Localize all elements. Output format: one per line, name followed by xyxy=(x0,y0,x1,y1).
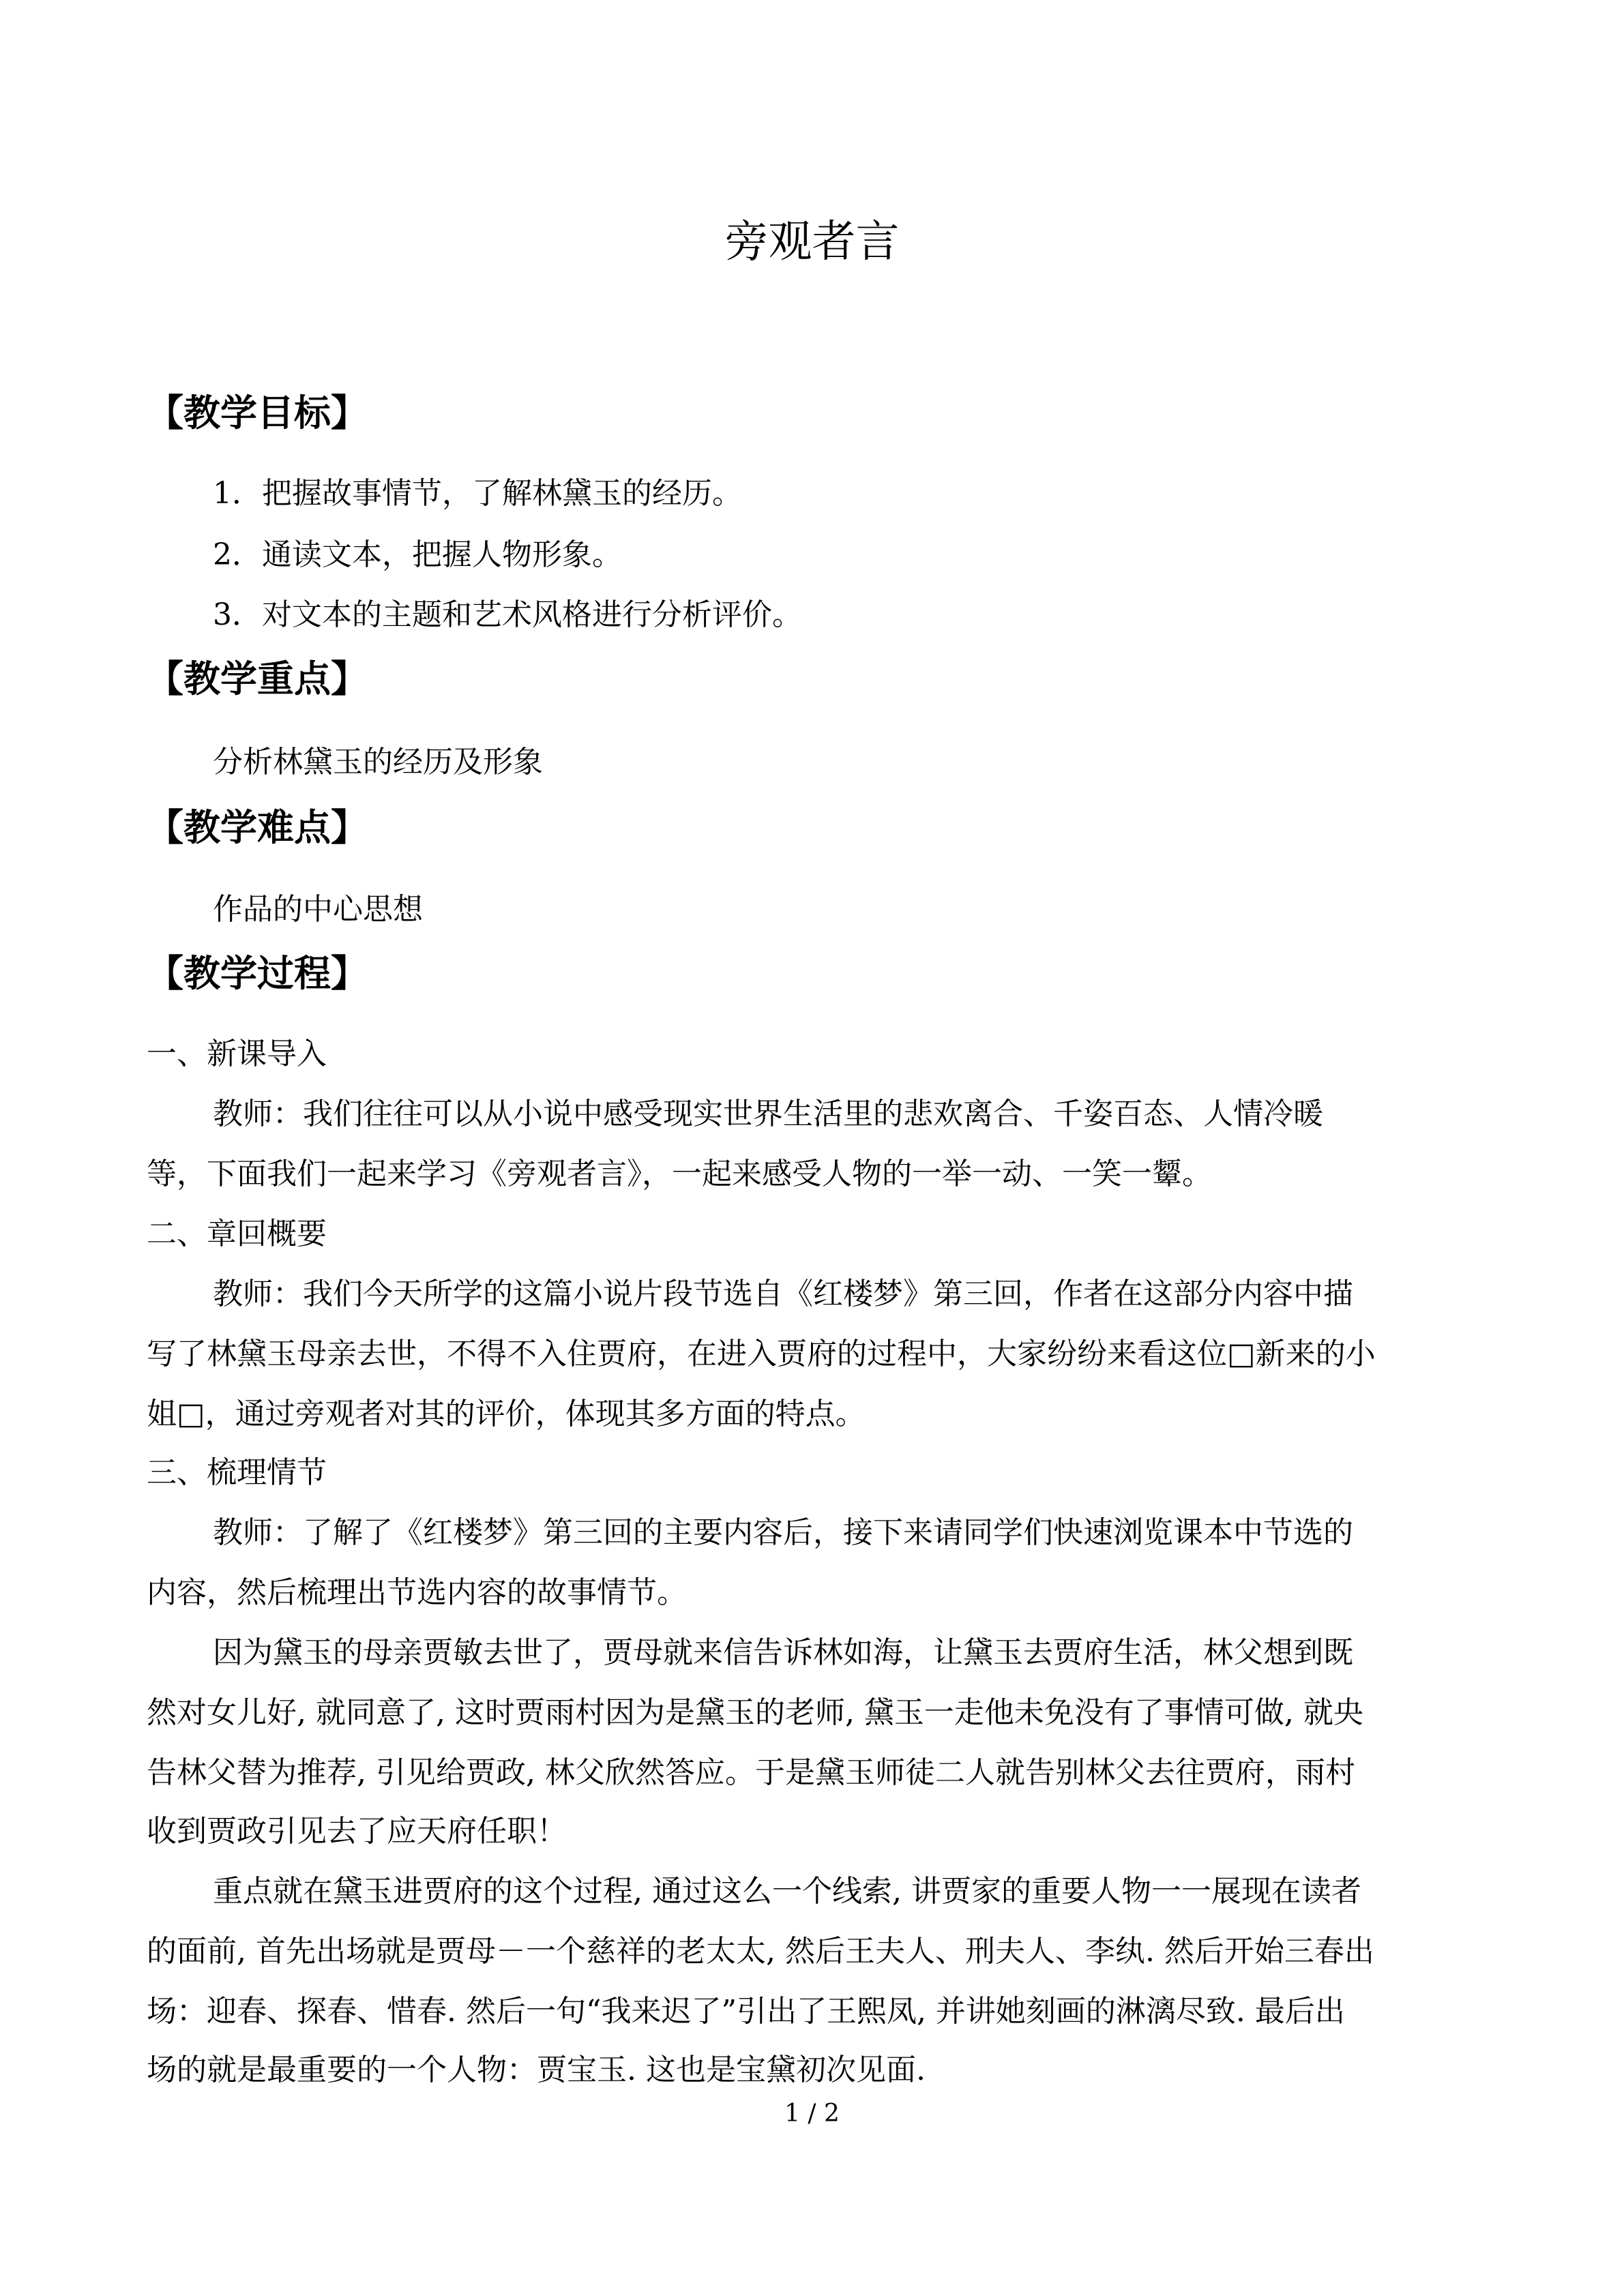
paragraph-line: 教师：我们往往可以从小说中感受现实世界生活里的悲欢离合、千姿百态、人情冷暖 xyxy=(213,1097,1323,1131)
heading-key-points: 【教学重点】 xyxy=(147,657,368,700)
paragraph-line: 告林父替为推荐, 引见给贾政, 林父欣然答应。于是黛玉师徒二人就告别林父去往贾府，雨村 xyxy=(147,1755,1355,1790)
section-heading: 一、新课导入 xyxy=(147,1037,327,1071)
paragraph-line: 姐□，通过旁观者对其的评价，体现其多方面的特点。 xyxy=(147,1397,866,1431)
paragraph-line: 教师：我们今天所学的这篇小说片段节选自《红楼梦》第三回，作者在这部分内容中描 xyxy=(213,1277,1353,1311)
objective-item: 1．把握故事情节，了解林黛玉的经历。 xyxy=(213,476,742,511)
difficulties-text: 作品的中心思想 xyxy=(213,892,423,927)
paragraph-line: 重点就在黛玉进贾府的这个过程, 通过这么一个线索, 讲贾家的重要人物一一展现在读者 xyxy=(213,1874,1361,1909)
paragraph-line: 因为黛玉的母亲贾敏去世了，贾母就来信告诉林如海，让黛玉去贾府生活，林父想到既 xyxy=(213,1635,1353,1670)
heading-process: 【教学过程】 xyxy=(147,952,368,995)
paragraph-line: 然对女儿好, 就同意了, 这时贾雨村因为是黛玉的老师, 黛玉一走他未免没有了事情可做, 就央 xyxy=(147,1695,1363,1730)
section-heading: 二、章回概要 xyxy=(147,1217,327,1251)
paragraph-line: 等，下面我们一起来学习《旁观者言》，一起来感受人物的一举一动、一笑一颦。 xyxy=(147,1157,1212,1191)
paragraph-line: 写了林黛玉母亲去世，不得不入住贾府，在进入贾府的过程中，大家纷纷来看这位□新来的小 xyxy=(147,1337,1376,1371)
paragraph-line: 收到贾政引见去了应天府任职！ xyxy=(147,1814,567,1849)
page-number: 1 / 2 xyxy=(784,2100,840,2128)
heading-difficulties: 【教学难点】 xyxy=(147,806,368,849)
paragraph-line: 场：迎春、探春、惜春. 然后一句“我来迟了”引出了王熙凤, 并讲她刻画的淋漓尽致. 最后出 xyxy=(147,1994,1345,2029)
paragraph-line: 场的就是最重要的一个人物：贾宝玉. 这也是宝黛初次见面. xyxy=(147,2053,926,2087)
paragraph-line: 的面前, 首先出场就是贾母－一个慈祥的老太太, 然后王夫人、刑夫人、李纨. 然后开始三春出 xyxy=(147,1934,1374,1969)
objective-item: 2．通读文本，把握人物形象。 xyxy=(213,537,622,572)
paragraph-line: 内容，然后梳理出节选内容的故事情节。 xyxy=(147,1575,687,1610)
page-title: 旁观者言 xyxy=(724,217,900,267)
paragraph-line: 教师：了解了《红楼梦》第三回的主要内容后，接下来请同学们快速浏览课本中节选的 xyxy=(213,1515,1353,1550)
heading-objectives: 【教学目标】 xyxy=(147,391,368,434)
key-points-text: 分析林黛玉的经历及形象 xyxy=(213,745,543,779)
section-heading: 三、梳理情节 xyxy=(147,1455,327,1490)
objective-item: 3．对文本的主题和艺术风格进行分析评价。 xyxy=(213,597,802,632)
